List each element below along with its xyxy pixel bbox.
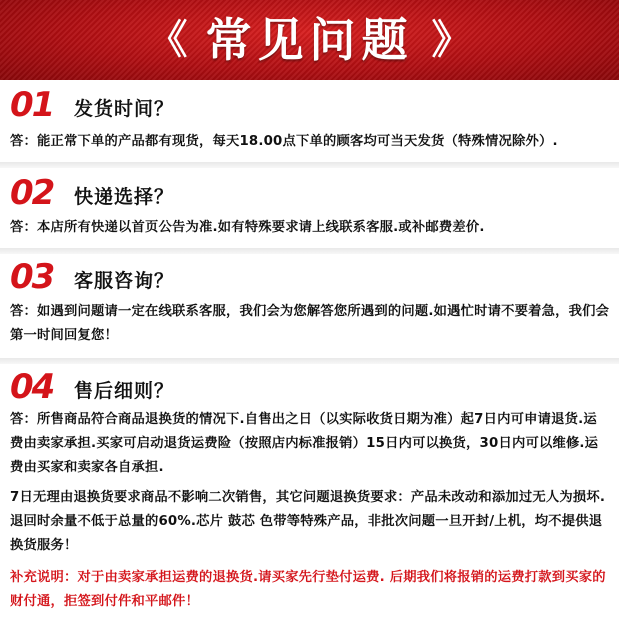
section-header-customer-service bbox=[0, 257, 619, 297]
section-divider bbox=[0, 248, 619, 254]
section-number: 03 bbox=[10, 257, 54, 297]
answer-text: 答：能正常下单的产品都有现货，每天18.00点下单的顾客均可当天发货（特殊情况除外）. bbox=[10, 134, 558, 149]
answer-text: 答：所售商品符合商品退换货的情况下.自售出之日（以实际收货日期为准）起7日内可申请退货.运费由卖家承担.买家可启动退货运费险（按照店内标准报销）15日内可以换货，30日内可以维修.运费由买家和卖家各自承担. bbox=[10, 412, 599, 475]
section-title: 客服咨询？ bbox=[74, 270, 175, 292]
policy-text: 7日无理由退换货要求商品不影响二次销售，其它问题退换货要求：产品未改动和添加过无人为损坏.退回时余量不低于总量的60%.芯片 鼓芯 色带等特殊产品，非批次问题一旦开封/上机，均不提供退换货服务！ bbox=[10, 490, 606, 553]
section-header-shipping-time bbox=[0, 85, 619, 125]
section-divider bbox=[0, 162, 619, 168]
section-title: 发货时间？ bbox=[74, 98, 175, 120]
answer-text: 答：如遇到问题请一定在线联系客服，我们会为您解答您所遇到的问题.如遇忙时请不要着急，我们会第一时间回复您！ bbox=[10, 304, 610, 343]
section-divider bbox=[0, 358, 619, 364]
section-number: 04 bbox=[10, 367, 54, 407]
answer-text: 答：本店所有快递以首页公告为准.如有特殊要求请上线联系客服.或补邮费差价. bbox=[10, 220, 485, 235]
banner-close-quote: 》 bbox=[431, 16, 472, 63]
header-banner bbox=[0, 0, 619, 80]
supplementary-note: 补充说明：对于由卖家承担运费的退换货.请买家先行垫付运费. 后期我们将报销的运费打款到买家的财付通，拒签到付件和平邮件！ bbox=[10, 570, 606, 609]
section-number: 01 bbox=[10, 85, 54, 125]
section-title: 售后细则？ bbox=[74, 380, 175, 402]
section-header-after-sales bbox=[0, 367, 619, 407]
section-header-courier-choice bbox=[0, 173, 619, 213]
page-title: 常见问题 bbox=[205, 13, 414, 67]
section-title: 快递选择？ bbox=[74, 186, 175, 208]
section-number: 02 bbox=[10, 173, 54, 213]
banner-open-quote: 《 bbox=[147, 16, 188, 63]
banner-inner bbox=[147, 13, 472, 67]
